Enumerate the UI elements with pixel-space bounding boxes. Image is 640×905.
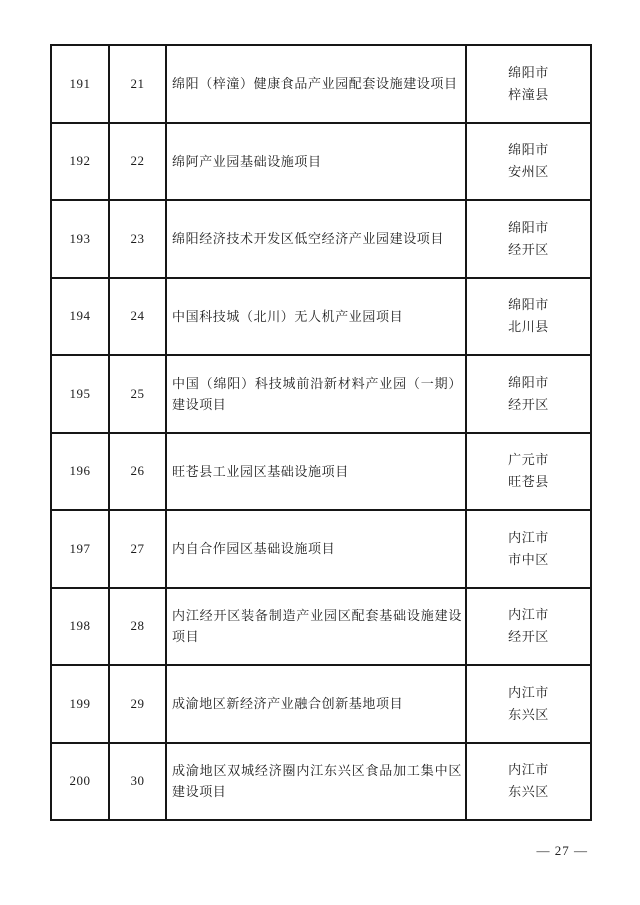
table-row [51, 45, 591, 123]
region-district: 安州区 [508, 164, 549, 180]
table-row [51, 588, 591, 666]
region-cell [466, 45, 591, 123]
region-district: 梓潼县 [508, 86, 549, 102]
page-number: — 27 — [536, 843, 588, 858]
row-item-number: 21 [109, 45, 166, 123]
region-city: 绵阳市 [508, 374, 549, 390]
region-district: 北川县 [508, 319, 549, 335]
table-row [51, 510, 591, 588]
project-name: 内江经开区装备制造产业园区配套基础设施建设项目 [166, 588, 466, 666]
project-name: 绵阳（梓潼）健康食品产业园配套设施建设项目 [166, 45, 466, 123]
row-item-number: 24 [109, 278, 166, 356]
row-item-number: 25 [109, 355, 166, 433]
row-item-number: 30 [109, 743, 166, 821]
region-cell [466, 355, 591, 433]
project-name: 成渝地区新经济产业融合创新基地项目 [166, 665, 466, 743]
region-cell [466, 433, 591, 511]
region-district: 市中区 [508, 551, 549, 567]
region-city: 内江市 [508, 529, 549, 545]
table-row [51, 665, 591, 743]
table-row [51, 433, 591, 511]
region-cell [466, 200, 591, 278]
row-item-number: 29 [109, 665, 166, 743]
region-cell [466, 510, 591, 588]
row-sequence-number: 198 [51, 588, 109, 666]
row-sequence-number: 196 [51, 433, 109, 511]
table-row [51, 200, 591, 278]
region-city: 绵阳市 [508, 64, 549, 80]
table-row [51, 355, 591, 433]
row-sequence-number: 191 [51, 45, 109, 123]
project-name: 绵阳经济技术开发区低空经济产业园建设项目 [166, 200, 466, 278]
region-cell [466, 665, 591, 743]
table-row [51, 743, 591, 821]
row-sequence-number: 195 [51, 355, 109, 433]
project-name: 绵阿产业园基础设施项目 [166, 123, 466, 201]
row-sequence-number: 199 [51, 665, 109, 743]
row-item-number: 26 [109, 433, 166, 511]
project-name: 中国（绵阳）科技城前沿新材料产业园（一期）建设项目 [166, 355, 466, 433]
row-sequence-number: 192 [51, 123, 109, 201]
region-city: 绵阳市 [508, 219, 549, 235]
row-item-number: 22 [109, 123, 166, 201]
region-district: 东兴区 [508, 784, 549, 800]
row-sequence-number: 194 [51, 278, 109, 356]
region-city: 绵阳市 [508, 297, 549, 313]
region-district: 经开区 [508, 241, 549, 257]
region-cell [466, 588, 591, 666]
table-row [51, 278, 591, 356]
project-name: 中国科技城（北川）无人机产业园项目 [166, 278, 466, 356]
project-name: 内自合作园区基础设施项目 [166, 510, 466, 588]
table-row [51, 123, 591, 201]
region-city: 内江市 [508, 684, 549, 700]
project-table [50, 44, 592, 821]
region-district: 东兴区 [508, 706, 549, 722]
region-district: 旺苍县 [508, 474, 549, 490]
region-city: 绵阳市 [508, 142, 549, 158]
row-item-number: 27 [109, 510, 166, 588]
region-cell [466, 278, 591, 356]
project-name: 旺苍县工业园区基础设施项目 [166, 433, 466, 511]
project-name: 成渝地区双城经济圈内江东兴区食品加工集中区建设项目 [166, 743, 466, 821]
region-cell [466, 743, 591, 821]
region-district: 经开区 [508, 396, 549, 412]
row-sequence-number: 200 [51, 743, 109, 821]
region-city: 内江市 [508, 762, 549, 778]
region-city: 内江市 [508, 607, 549, 623]
row-item-number: 23 [109, 200, 166, 278]
region-cell [466, 123, 591, 201]
region-city: 广元市 [508, 452, 549, 468]
row-sequence-number: 193 [51, 200, 109, 278]
region-district: 经开区 [508, 629, 549, 645]
row-item-number: 28 [109, 588, 166, 666]
row-sequence-number: 197 [51, 510, 109, 588]
